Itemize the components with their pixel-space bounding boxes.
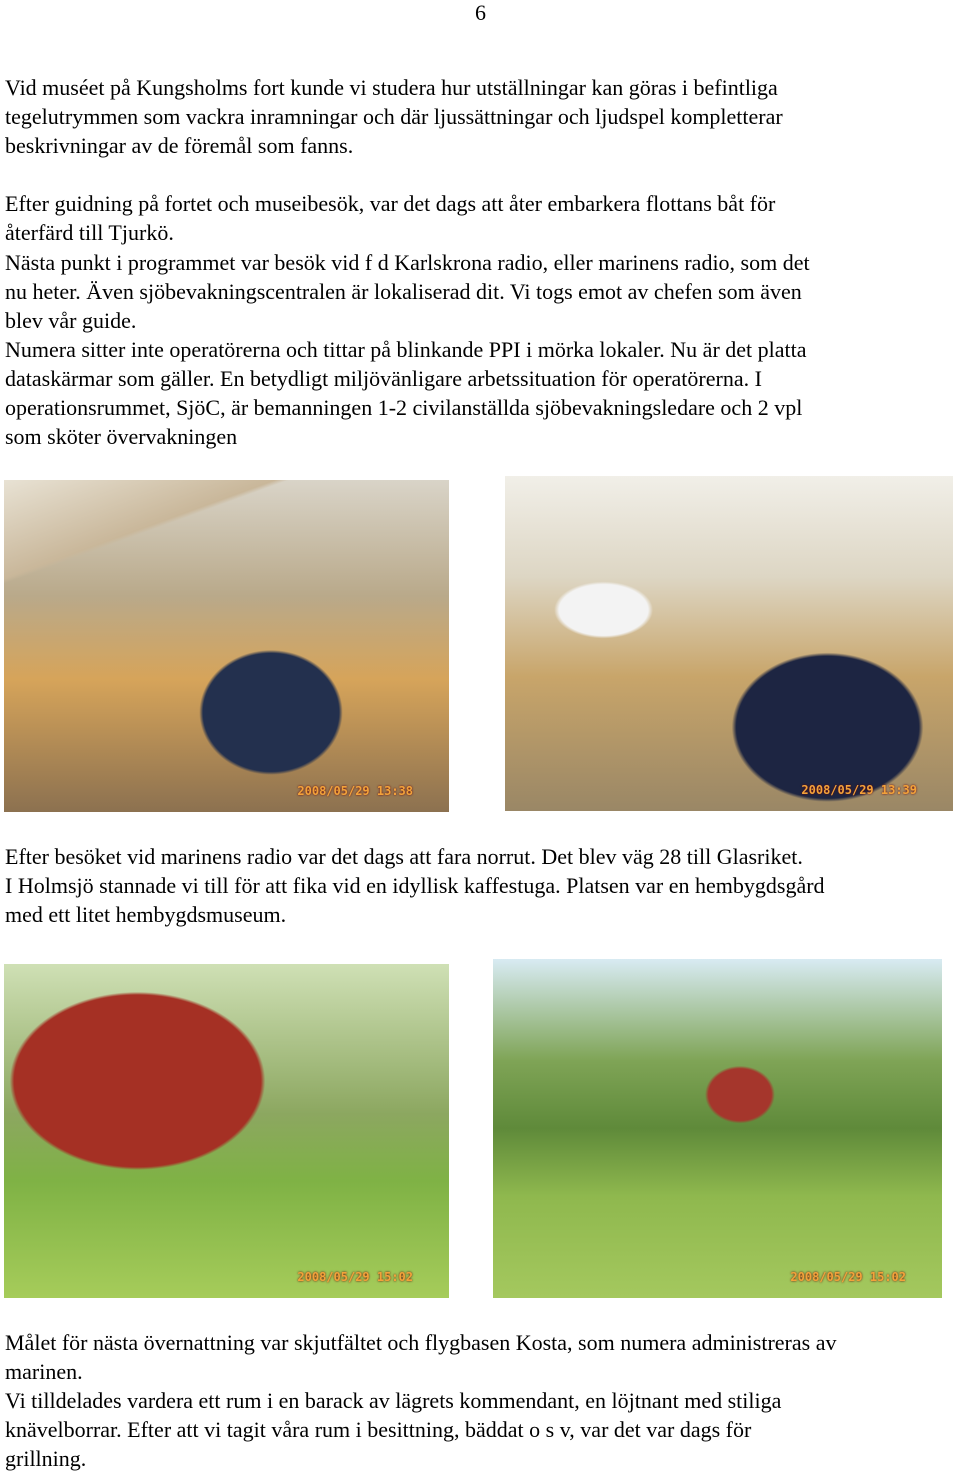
text-line: Målet för nästa övernattning var skjutfältet och flygbasen Kosta, som numera administreras av — [5, 1330, 837, 1355]
photo-operations-room-2 — [505, 476, 953, 811]
text-line: I Holmsjö stannade vi till för att fika vid en idyllisk kaffestuga. Platsen var en hembygdsgård — [5, 873, 825, 899]
photo-timestamp: 2008/05/29 13:38 — [297, 784, 413, 798]
text-line: dataskärmar som gäller. En betydligt miljövänligare arbetssituation för operatörerna. I — [5, 365, 762, 391]
text-line: nu heter. Även sjöbevakningscentralen är lokaliserad dit. Vi togs emot av chefen som även — [5, 278, 802, 304]
text-line: beskrivningar av de föremål som fanns. — [5, 133, 354, 159]
text-line: med ett litet hembygdsmuseum. — [5, 902, 287, 928]
paragraph-3 — [5, 1328, 836, 1473]
page-number: 6 — [475, 0, 486, 25]
text-line: som sköter övervakningen — [5, 424, 238, 450]
paragraph-2 — [5, 842, 825, 929]
text-line: Numera sitter inte operatörerna och tittar på blinkande PPI i mörka lokaler. Nu är det platta — [5, 336, 807, 362]
text-line: operationsrummet, SjöC, är bemanningen 1-2 civilanställda sjöbevakningsledare och 2 vpl — [5, 395, 803, 421]
text-line — [5, 160, 810, 189]
photo-timestamp: 2008/05/29 15:02 — [297, 1270, 413, 1284]
photo-cafe-garden — [493, 959, 942, 1298]
photo-timestamp: 2008/05/29 13:39 — [801, 783, 917, 797]
photo-timestamp: 2008/05/29 15:02 — [790, 1270, 906, 1284]
text-line: Nästa punkt i programmet var besök vid f d Karlskrona radio, eller marinens radio, som det — [5, 249, 810, 275]
text-line: Efter guidning på fortet och museibesök, var det dags att åter embarkera flottans båt för — [5, 191, 776, 217]
paragraph-1 — [5, 73, 810, 451]
text-line: marinen. — [5, 1359, 83, 1385]
photo-cafe-house — [4, 964, 449, 1298]
text-line: blev vår guide. — [5, 307, 137, 333]
text-line: Vid muséet på Kungsholms fort kunde vi studera hur utställningar kan göras i befintliga — [5, 75, 778, 100]
text-line: knävelborrar. Efter att vi tagit våra rum i besittning, bäddat o s v, var det var dags för — [5, 1417, 752, 1443]
photo-operations-room-1 — [4, 480, 449, 812]
text-line: Vi tilldelades vardera ett rum i en barack av lägrets kommendant, en löjtnant med stiliga — [5, 1388, 782, 1414]
text-line: tegelutrymmen som vackra inramningar och där ljussättningar och ljudspel kompletterar — [5, 104, 783, 130]
text-line: grillning. — [5, 1446, 87, 1472]
text-line: Efter besöket vid marinens radio var det dags att fara norrut. Det blev väg 28 till Glasriket. — [5, 844, 803, 869]
text-line: återfärd till Tjurkö. — [5, 220, 174, 246]
